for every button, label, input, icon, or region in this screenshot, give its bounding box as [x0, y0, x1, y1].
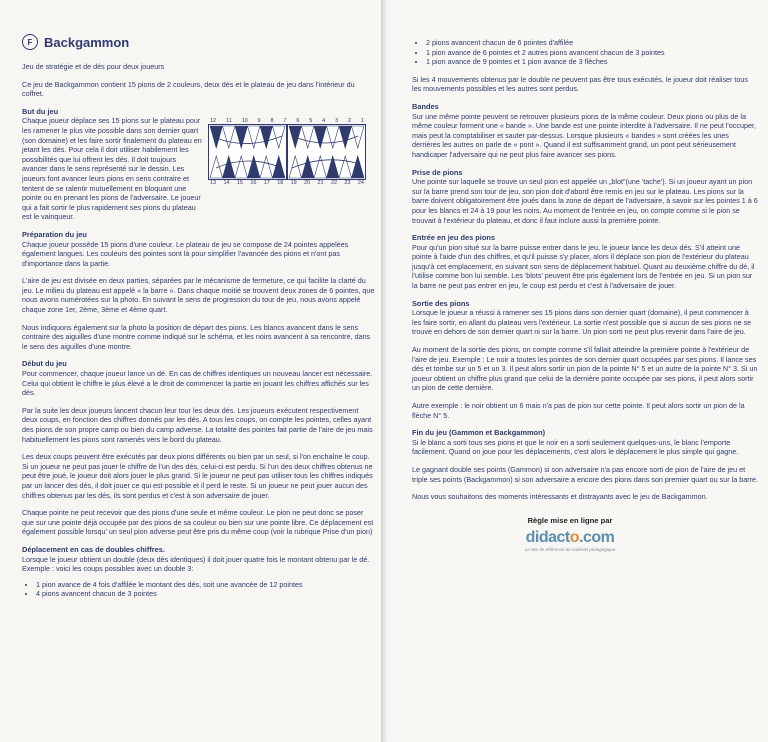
board-point-number: 17 — [263, 180, 270, 187]
list-item: • 2 pions avancent chacun de 6 pointes d'affilée — [426, 38, 758, 48]
board-point-number: 15 — [236, 180, 243, 187]
logo-part-o: o — [569, 528, 580, 546]
sortie-paragraph-3: Autre exemple : le noir obtient un 6 mais n'a pas de pion sur cette pointe. Il peut alors sortir un pion de la flèche N° 5. — [412, 401, 745, 420]
entree-heading: Entrée en jeu des pions — [412, 233, 495, 243]
list-item: • 1 pion avance de 9 pointes et 1 pion avance de 3 flèches — [426, 57, 758, 67]
sortie-paragraph-1: Lorsque le joueur a réussi à ramener ses 15 pions dans son dernier quart (domaine), il peut commencer à les faire sortir, en allant du plateau vers l'extérieur. La sortie n'est possible que si aucun de ses pions ne se trouve en dehors de son dernier quart ni sur la barre. Un pion sorti ne peut plus revenir dans l'aire de jeu. — [412, 308, 752, 337]
board-point-number: 8 — [270, 118, 274, 125]
entree-paragraph: Pour qu'un pion situé sur la barre puisse entrer dans le jeu, le joueur lance les deux dés. S'il atteint une pointe à l'aide d'un des chiffres, et qu'il puisse s'y placer, alors il déplace son pion de l'extérieur du plateau jusqu'à cet emplacement, en suivant son sens de déplacement habituel. Quant au deuxième chiffre du dé, il l'utilise comme bon lui semble. Les 'blots' peuvent être pris également lors de l'entrée en jeu. Si un pion sur la barre ne peut pas entrer en jeu, le coup est perdu et c'est à l'adversaire de jouer. — [412, 242, 755, 291]
prep-paragraph-3: Nous indiquons également sur la photo la position de départ des pions. Les blancs avancent dans le sens contraire des aiguilles d'une montre comme indiqué sur le schéma, et les noirs avancent à sa rencontre, dans le sens des aiguilles d'une montre. — [22, 322, 371, 351]
bandes-heading: Bandes — [412, 101, 439, 111]
board-point-number: 1 — [360, 118, 364, 125]
double-list-continued — [412, 38, 758, 67]
language-badge: F — [22, 34, 38, 50]
board-point-number: 22 — [330, 180, 338, 187]
but-section — [22, 116, 375, 230]
sortie-heading: Sortie des pions — [412, 298, 470, 308]
board-point-number: 9 — [257, 118, 261, 125]
board-bottom-numbers — [208, 180, 366, 186]
logo-tagline: Le site de référence du matériel pédagogique — [524, 546, 616, 552]
but-heading: But du jeu — [22, 106, 59, 116]
title-row — [22, 34, 375, 50]
list-item: • 1 pion avance de 4 fois d'affilée le montant des dés, soit une avancée de 12 pointes — [36, 580, 375, 590]
prise-paragraph: Une pointe sur laquelle se trouve un seul pion est appelée un „blot"(une 'tache'). Si un joueur ayant un pion sur la barre prend son tour de jeu, son pion doit d'abord être remis en jeu sur le plateau. Les pions sur la barre doivent obligatoirement être joués dans la zone de départ de l'adversaire, à savoir sur les pointes 1 à 6 pour les blancs et 24 à 19 pour les noirs. Au moment de l'entrée en jeu, on compte comme si le pion se trouvait à l'extérieur du plateau, et donc il faut inclure aussi la première pointe. — [412, 177, 758, 225]
board-point-number: 10 — [241, 118, 248, 125]
board-point-number: 23 — [344, 180, 351, 187]
board-point-number: 18 — [277, 180, 284, 187]
debut-paragraph-3: Les deux coups peuvent être exécutés par deux pions différents ou bien par un seul, si l'on enchaîne le coup. Si un joueur ne peut pas jouer le chiffre de l'un des dés, celui-ci est perdu. Si l'un des deux chiffres obtenus ne peut être joué, le joueur doit alors jouer le plus grand. Si le joueur ne peut pas utiliser tous les chiffres indiqués par un lancer des dés, il doit jouer ce qui est possible et il perd le reste. Si un joueur ne peut jouer aucun des chiffres obtenus par les dés, ils sont perdus et c'est à son adversaire de jouer. — [22, 452, 373, 500]
closing-paragraph: Nous vous souhaitons des moments intéressants et distrayants avec le jeu de Backgammon. — [412, 492, 708, 502]
board-point-number: 3 — [335, 118, 339, 125]
board-point-number: 19 — [290, 180, 297, 187]
fin-heading: Fin du jeu (Gammon et Backgammon) — [412, 428, 546, 438]
right-page — [386, 0, 768, 742]
board-point-number: 6 — [296, 118, 300, 125]
board-point-number: 4 — [322, 118, 326, 125]
list-item: • 1 pion avance de 6 pointes et 2 autres pions avancent chacun de 3 pointes — [426, 48, 758, 58]
prep-heading: Préparation du jeu — [22, 229, 87, 239]
rule-paragraph: Si les 4 mouvements obtenus par le double ne peuvent pas être tous exécutés, le joueur doit réaliser tous les mouvements possibles et les autres sont perdus. — [412, 74, 749, 94]
double-paragraph: Lorsque le joueur obtient un double (deux dés identiques) il doit jouer quatre fois le montant obtenu par le dé. Exemple : voici les coups possibles avec un double 3: — [22, 554, 370, 574]
board-point-number: 7 — [283, 118, 287, 125]
sortie-paragraph-2: Au moment de la sortie des pions, on compte comme s'il fallait atteindre la première pointe à l'extérieur de l'aire de jeu. Exemple : Le noir a toutes les pointes de son dernier quart occupées par ses pions. Il lance ses dés et tombe sur un 5 et un 3. Il peut alors sortir un pion de la pointe N° 5 et un autre de la pointe N° 3. Si un joueur obtient un chiffre plus grand que celui de la dernière pointe occupée par ses pions, il peut alors sortir un pion de cette dernière. — [412, 345, 758, 393]
board-point-number: 5 — [309, 118, 313, 125]
board-point-number: 16 — [250, 180, 257, 187]
board-diagram — [208, 118, 366, 230]
board-point-number: 11 — [225, 118, 232, 125]
prise-heading: Prise de pions — [412, 167, 463, 177]
board-point-number: 20 — [304, 180, 311, 187]
double-heading: Déplacement en cas de doubles chiffres. — [22, 544, 165, 554]
debut-paragraph-4: Chaque pointe ne peut recevoir que des pions d'une seule et même couleur. Le pion ne peut donc se poser que sur une pointe déjà occupée par des pions de sa couleur ou bien sur une pointe libre. Ce déplacement est également possible lorsqu' un seul pion adverse peut être pris du même coup (voir la rubrique Prise d'un pion) — [22, 508, 374, 537]
publisher-footer — [412, 516, 758, 552]
logo-part-b: .com — [579, 528, 615, 546]
prep-paragraph-2: L'aire de jeu est divisée en deux parties, séparées par le mécanisme de fermeture, ce qui facilite la clarté du jeu. Le milieu du plateau est appelé « la barre ». Dans chaque moitié se trouvent deux zones de 6 pointes, que nous avons numérotées sur la photo. En suivant le sens de progression du tour de jeu, nous avons appelé chaque zone 1er, 2ème, 3ème et 4ème quart. — [22, 276, 375, 315]
board-point-number: 14 — [223, 180, 230, 187]
debut-paragraph-2: Par la suite les deux joueurs lancent chacun leur tour les deux dés. Les joueurs exécutent respectivement deux coups, en fonction des chiffres donnés par les dés. A tous les coups, on compte les pointes, celles ayant des pions de son propre camp ou bien du camp adverse. La totalité des pointes fait partie de l'aire de jeu mais habituellement les pions sont ramenés vers le bord du plateau. — [22, 405, 373, 444]
list-item: • 4 pions avancent chacun de 3 pointes — [36, 589, 375, 599]
board-point-number: 12 — [210, 118, 217, 125]
online-label: Règle mise en ligne par — [527, 515, 613, 525]
debut-paragraph-1: Pour commencer, chaque joueur lance un dé. En cas de chiffres identiques un nouveau lancer est nécessaire. Celui qui obtient le chiffre le plus élevé a le droit de commencer la partie en jouant les chiffres affichés sur les dés. — [22, 369, 373, 398]
double-list — [22, 580, 375, 599]
logo-part-a: didact — [525, 528, 570, 546]
intro-paragraph: Ce jeu de Backgammon contient 15 pions de 2 couleurs, deux dés et le plateau de jeu dans l'intérieur du coffret. — [22, 79, 355, 99]
subtitle: Jeu de stratégie et de dés pour deux joueurs — [22, 62, 165, 71]
but-paragraph: Chaque joueur déplace ses 15 pions sur le plateau pour les ramener le plus vite possible dans son dernier quart (son domaine) et les faire sortir finalement du plateau en jetant les dés. Pour cela il doit utiliser habilement les possibilités que lui offrent les dés. Il doit toujours avancer dans le sens représenté sur le dessin. Les joueurs font avancer leurs pions en sens contraire et tentent de se ralentir mutuellement en bloquant une pointe ou en prenant les pions de l'adversaire. Le joueur qui a fait sortir le plus rapidement ses pions du plateau est le vainqueur. — [22, 116, 202, 222]
left-page — [0, 0, 383, 742]
debut-heading: Début du jeu — [22, 359, 67, 369]
page-title: Backgammon — [44, 34, 130, 50]
board-point-number: 13 — [210, 180, 217, 187]
fin-paragraph-2: Le gagnant double ses points (Gammon) si son adversaire n'a pas encore sorti de pion de l'aire de jeu et triple ses points (Backgammon) si son adversaire a encore des pions dans son premier quart ou sur la barre. — [412, 464, 758, 484]
board-point-number: 24 — [357, 180, 364, 187]
prep-paragraph-1: Chaque joueur possède 15 pions d'une couleur. Le plateau de jeu se compose de 24 pointes appelées également langues. Les couleurs des pointes sont là pour simplifier l'avancée des pions et n'ont pas d'importance dans la partie. — [22, 239, 349, 268]
board-point-number: 2 — [348, 118, 352, 125]
bandes-paragraph: Sur une même pointe peuvent se retrouver plusieurs pions de la même couleur. Deux pions ou plus de la même couleur forment une « bande ». Une bande est une pointe interdite à l'adversaire. Il ne peut l'occuper, mais peut la comptabiliser et sauter par-dessus. Lorsque plusieurs « bandes » sont créées les unes derrières les autres on parle de « pont ». Quand il est suffisamment grand, un pont peut sérieusement handicaper l'adversaire qui ne peut plus faire avancer ses pions. — [412, 111, 756, 159]
board-drawing — [208, 124, 366, 180]
fin-paragraph-1: Si le blanc a sorti tous ses pions et que le noir en a sorti seulement quelques-uns, le blanc l'emporte facilement. Quand on joue pour les déplacements, c'est alors le déplacement le plus simple qui gagne. — [412, 437, 739, 457]
board-point-number: 21 — [317, 180, 324, 187]
didacto-logo — [412, 529, 728, 547]
